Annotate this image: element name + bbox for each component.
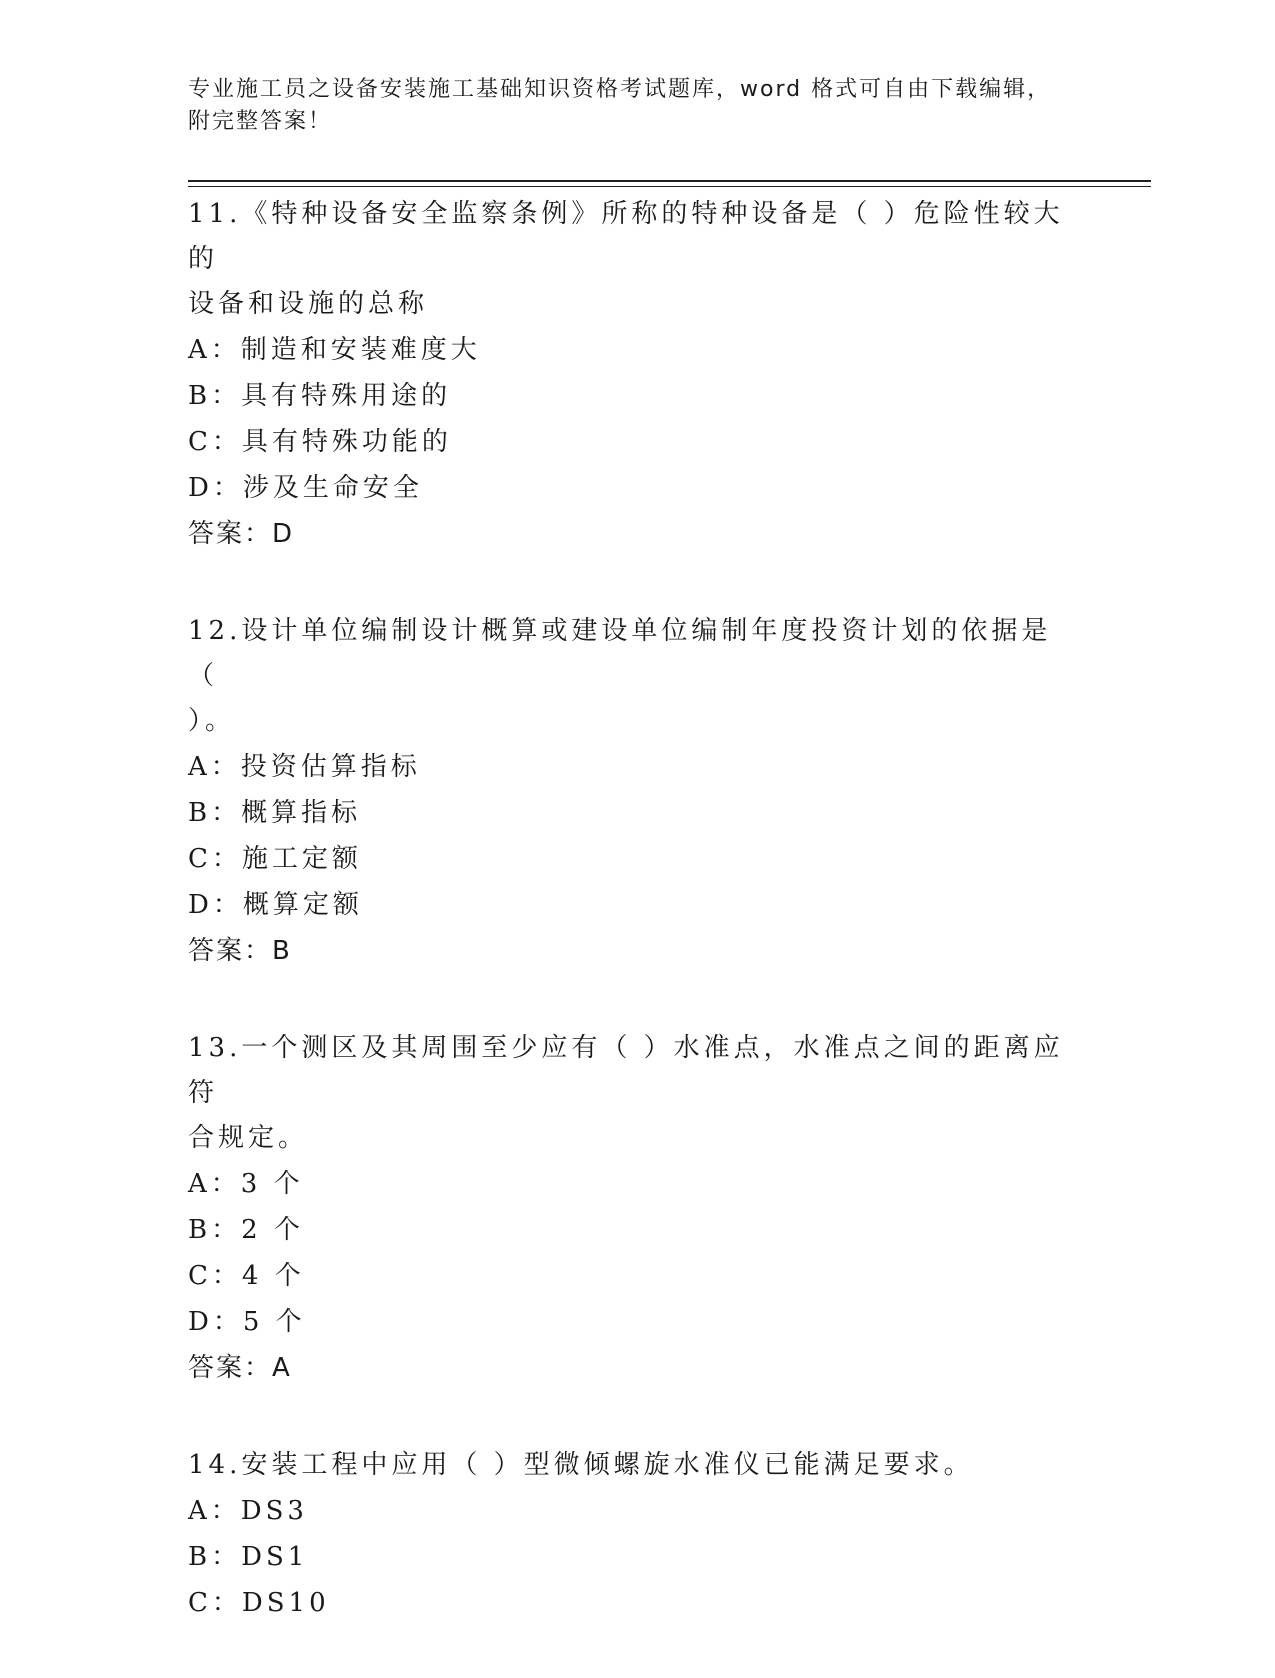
option-c: C：4 个 [188,1261,305,1291]
question-text-line: 合规定。 [188,1123,309,1153]
option-a: A：投资估算指标 [188,752,421,782]
document-header [188,74,1068,138]
question-13 [188,1026,1068,1391]
answer: 答案：A [188,1353,292,1383]
option-c: C：施工定额 [188,844,362,874]
question-text-line: 13.一个测区及其周围至少应有（ ）水准点，水准点之间的距离应符 [188,1033,1064,1108]
header-line-1: 专业施工员之设备安装施工基础知识资格考试题库，word 格式可自由下载编辑， [188,77,1052,102]
header-line-2: 附完整答案！ [188,109,333,134]
option-b: B：具有特殊用途的 [188,381,452,411]
option-c: C：DS10 [188,1588,330,1618]
answer: 答案：D [188,519,295,549]
option-d: D：涉及生命安全 [188,473,423,503]
header-divider-thin [188,186,1151,187]
option-b: B：概算指标 [188,798,362,828]
question-text-line: 11.《特种设备安全监察条例》所称的特种设备是（ ）危险性较大的 [188,199,1064,274]
question-14 [188,1443,1068,1626]
option-d: D：概算定额 [188,890,363,920]
question-text-line: ）。 [188,706,236,736]
option-a: A：3 个 [188,1169,304,1199]
question-list [188,192,1068,1678]
question-text-line: 设备和设施的总称 [188,289,429,319]
option-a: A：制造和安装难度大 [188,335,481,365]
question-text-line: 14.安装工程中应用（ ）型微倾螺旋水准仪已能满足要求。 [188,1450,974,1480]
header-divider-thick [188,180,1151,182]
option-d: D：5 个 [188,1307,306,1337]
option-a: A：DS3 [188,1496,308,1526]
answer: 答案：B [188,936,292,966]
question-11 [188,192,1068,557]
option-b: B：2 个 [188,1215,304,1245]
question-text-line: 12.设计单位编制设计概算或建设单位编制年度投资计划的依据是（ [188,616,1052,691]
question-12 [188,609,1068,974]
option-b: B：DS1 [188,1542,309,1572]
option-c: C：具有特殊功能的 [188,427,452,457]
